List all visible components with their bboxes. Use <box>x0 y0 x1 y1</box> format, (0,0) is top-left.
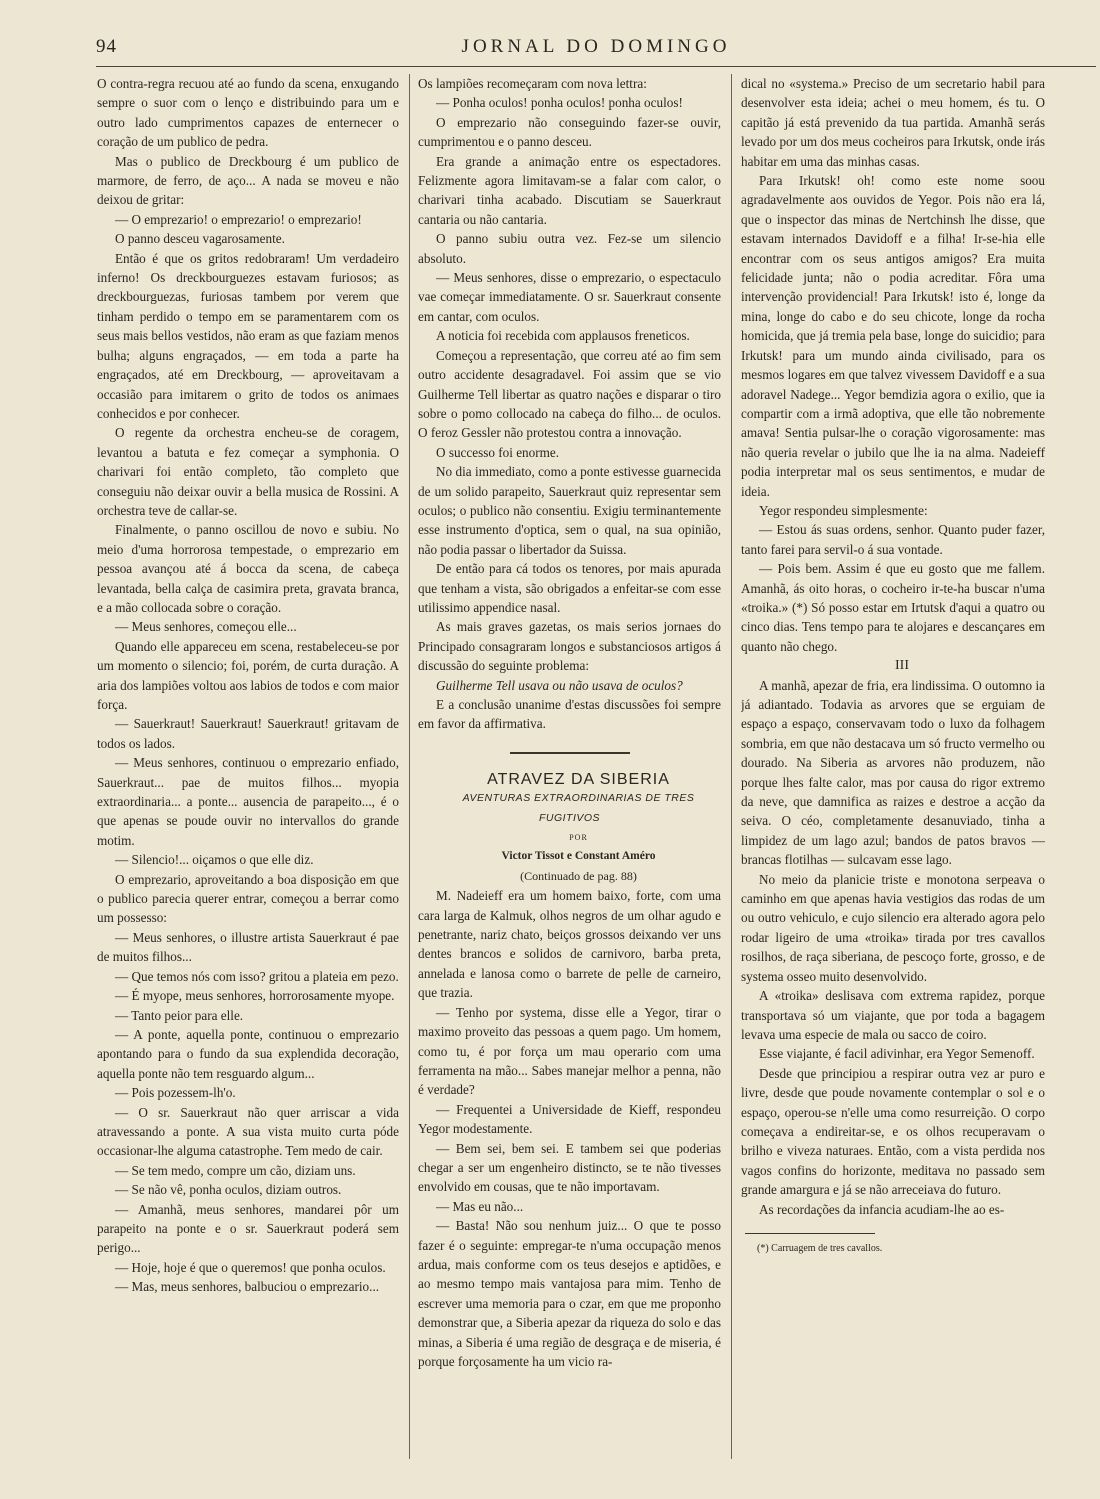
paragraph: M. Nadeieff era um homem baixo, forte, com uma cara larga de Kalmuk, olhos negros de um olhar agudo e penetrante, nariz chato, beiços grossos deixando ver uns dentes brancos e solidos de carnivoro, barba preta, annelada e lanosa como o barrete de pelle de carneiro, que trazia. <box>418 888 721 1001</box>
paragraph: No meio da planicie triste e monotona serpeava o caminho em que apenas havia vestigios das rodas de um ou outro vehiculo, e cujo silencio era alterado agora pelo rodar ligeiro de uma «troika» tirada por tres cavallos rosilhos, de raça siberiana, de pescoço forte, grosso, e de systema osseo muito desenvolvido. <box>741 871 1045 984</box>
paragraph: O emprezario, aproveitando a boa disposição em que o publico parecia querer entrar, começou a berrar como um possesso: <box>97 871 399 926</box>
paragraph: O successo foi enorme. <box>436 444 560 460</box>
paragraph: — Mas eu não... <box>436 1198 524 1214</box>
italic-question: Guilherme Tell usava ou não usava de oculos? <box>436 677 683 693</box>
paragraph: — Pois pozessem-lh'o. <box>115 1085 236 1101</box>
paragraph: Finalmente, o panno oscillou de novo e subiu. No meio d'uma horrorosa tempestade, o emprezario em pessoa avançou até á bocca da scena, de cabeça levantada, bella calça de casimira preta, gravata branca, e a mão collocada sobre o coração. <box>97 522 399 615</box>
footnote-rule <box>745 1233 875 1234</box>
column-divider <box>409 74 410 1459</box>
section-divider <box>510 752 630 754</box>
paragraph: Desde que principiou a respirar outra vez ar puro e livre, desde que poude novamente contemplar o sol e o espaço, operou-se n'elle uma como resurreição. O corpo começava a endireitar-se, e os olhos recuperavam o brilho e viveza naturaes. Então, com a vista perdida nos vagos confins do horizonte, meditava no passado sem grande amargura e já se não arreceiava do futuro. <box>741 1065 1045 1198</box>
paragraph: — Frequentei a Universidade de Kieff, respondeu Yegor modestamente. <box>418 1101 721 1137</box>
paragraph: Era grande a animação entre os espectadores. Felizmente agora limitavam-se a falar com calor, o charivari tinha acabado. Discutiam se Sauerkraut cantaria ou não cantaria. <box>418 153 721 227</box>
paragraph: O regente da orchestra encheu-se de coragem, levantou a batuta e fez começar a symphonia. O charivari foi então completo, tão completo que conseguiu não deixar ouvir a bella musica de Rossini. A orchestra teve de callar-se. <box>97 425 399 518</box>
header-rule <box>96 66 1096 67</box>
paragraph: — Meus senhores, o illustre artista Sauerkraut é pae de muitos filhos... <box>97 929 399 965</box>
paragraph: — Se não vê, ponha oculos, diziam outros. <box>115 1182 342 1198</box>
paragraph: — Mas, meus senhores, balbuciou o emprezario... <box>115 1279 380 1295</box>
paragraph: As recordações da infancia acudiam-lhe ao es- <box>759 1201 1005 1217</box>
chapter-number: III <box>895 658 909 674</box>
paragraph: Os lampiões recomeçaram com nova lettra: <box>418 76 647 91</box>
paragraph: A «troika» deslisava com extrema rapidez, porque transportava só um viajante, que por toda a bagagem levava uma especie de mala ou sacco de coiro. <box>741 988 1045 1042</box>
paragraph: — Meus senhores, disse o emprezario, o espectaculo vae começar immediatamente. O sr. Sauerkraut consente em cantar, com oculos. <box>418 270 721 324</box>
page-number: 94 <box>96 36 117 57</box>
paragraph: Quando elle appareceu em scena, restabeleceu-se por um momento o silencio; foi, porém, de curta duração. A aria dos lampiões voltou aos labios de todos e com maior força. <box>97 638 399 712</box>
paragraph: A manhã, apezar de fria, era lindissima. O outomno ia já adiantado. Todavia as arvores que se erguiam de espaço a espaço, conservavam todo o luxo da folhagem sombria, em que não destacava um só fructo vermelho ou dourado. Na Siberia as arvores não produzem, não porque lhes falte calor, mas por causa do rigor extremo da neve, que damnifica as raizes e destroe a acção da seiva. O céo, completamente desanuviado, tinha a limpidez de um lago azul; bandos de patos bravos — brancas flotilhas — sulcavam esse lago. <box>741 677 1045 868</box>
paragraph: Esse viajante, é facil adivinhar, era Yegor Semenoff. <box>759 1046 1035 1062</box>
article-by: POR <box>569 833 588 843</box>
paragraph: O emprezario não conseguindo fazer-se ouvir, cumprimentou e o panno desceu. <box>418 114 721 150</box>
paragraph: O panno subiu outra vez. Fez-se um silencio absoluto. <box>418 231 721 266</box>
paragraph: No dia immediato, como a ponte estivesse guarnecida de um solido parapeito, Sauerkraut quiz representar sem oculos; o publico não consentiu. Exigiu terminantemente esse instrumento d'optica, sem o qual, na sua opinião, não podia passar o libertador da Suissa. <box>418 464 721 557</box>
paragraph: — Estou ás suas ordens, senhor. Quanto puder fazer, tanto farei para servil-o á sua vontade. <box>741 522 1045 557</box>
paragraph: Começou a representação, que correu até ao fim sem outro accidente desagradavel. Foi assim que se vio Guilherme Tell libertar as quatro nações e disparar o tiro sobre o pomo collocado na cabeça do filho... de oculos. O feroz Gessler não protestou contra a innovação. <box>418 347 721 441</box>
paragraph: E a conclusão unanime d'estas discussões foi sempre em favor da affirmativa. <box>418 697 721 732</box>
paragraph: — Tenho por systema, disse elle a Yegor, tirar o maximo proveito das pessoas a quem pago. Um homem, como tu, é por força um mau operario com uma ferramenta na mão... Sabes manejar melhor a penna, não é verdade? <box>418 1004 721 1098</box>
paragraph: — Meus senhores, continuou o emprezario enfiado, Sauerkraut... pae de muitos filhos... myopia extraordinaria... a ponte... ausencia de parapeito..., é o que apenas se poude ouvir no intervallos do grande motim. <box>97 755 399 848</box>
paragraph: Yegor respondeu simplesmente: <box>759 502 928 518</box>
paragraph: — Hoje, hoje é que o queremos! que ponha oculos. <box>115 1259 386 1275</box>
article-title: ATRAVEZ DA SIBERIA <box>487 770 670 788</box>
article-continued: (Continuado de pag. 88) <box>520 868 637 883</box>
paragraph: De então para cá todos os tenores, por mais apurada que tenham a vista, são obrigados a enfeitar-se com esse utilissimo appendice nasal. <box>418 561 721 615</box>
paragraph: — A ponte, aquella ponte, continuou o emprezario apontando para o fundo da sua explendida decoração, aquella ponte não tem resguardo algum... <box>97 1026 399 1081</box>
paragraph: — Silencio!... oiçamos o que elle diz. <box>115 852 314 868</box>
paragraph: — Ponha oculos! ponha oculos! ponha oculos! <box>436 95 683 111</box>
paragraph: — Meus senhores, começou elle... <box>115 619 297 635</box>
footnote: (*) Carruagem de tres cavallos. <box>757 1242 883 1254</box>
paragraph: — É myope, meus senhores, horrorosamente myope. <box>115 988 395 1004</box>
paragraph: Então é que os gritos redobraram! Um verdadeiro inferno! Os dreckbourguezes estavam furiosos; as dreckbourguezas, furiosas tambem por verem que tinham perdido o tempo em se paramentarem com os seus mais bellos vestidos, não eram as que faziam menos bulha; alguns engraçados, — em toda a parte ha engraçados, até em Dreckbourg, — aproveitavam a occasião para imitarem o grito de todos os animaes conhecidos e por conhecer. <box>97 250 399 421</box>
paragraph: As mais graves gazetas, os mais serios jornaes do Principado consagraram longos e substanciosos artigos á discussão do seguinte problema: <box>418 619 721 674</box>
column-1 <box>97 74 399 1469</box>
article-authors: Victor Tissot e Constant Améro <box>501 850 656 863</box>
paragraph: — Tanto peior para elle. <box>115 1007 244 1023</box>
paragraph: A noticia foi recebida com applausos freneticos. <box>436 328 690 344</box>
paragraph: O panno desceu vagarosamente. <box>115 231 285 247</box>
paragraph <box>418 676 721 695</box>
paragraph: Mas o publico de Dreckbourg é um publico de marmore, de ferro, de aço... A nada se moveu e não deixou de gritar: <box>97 153 399 208</box>
column-3 <box>741 74 1045 1469</box>
paragraph: — Basta! Não sou nenhum juiz... O que te posso fazer é o seguinte: empregar-te n'uma occupação menos ardua, mais conforme com os teus desejos e aptidões, e ao mesmo tempo mais vantajosa para mim. Tenho de escrever uma memoria para o czar, em que me proponho demonstrar que, a Siberia apezar da riqueza do solo e das minas, a Siberia é uma região de desgraça e de miseria, é porque forçosamente ha um vicio ra- <box>418 1218 721 1369</box>
paragraph: — Que temos nós com isso? gritou a plateia em pezo. <box>115 968 399 984</box>
paragraph: dical no «systema.» Preciso de um secretario habil para desenvolver esta ideia; achei o meu homem, és tu. O capitão já está prevenido da tua partida. Amanhã serás levado por um dos meus cocheiros para Irkutsk, onde irás habitar em uma das minhas casas. <box>741 76 1045 169</box>
paragraph: — O emprezario! o emprezario! o emprezario! <box>115 211 362 227</box>
paragraph: O contra-regra recuou até ao fundo da scena, enxugando sempre o suor com o lenço e distribuindo para um e outro lado cumprimentos capazes de enternecer o coração de um publico de pedra. <box>97 76 399 150</box>
paragraph: — Sauerkraut! Sauerkraut! Sauerkraut! gritavam de todos os lados. <box>97 716 399 751</box>
journal-title: JORNAL DO DOMINGO <box>461 36 731 57</box>
column-2 <box>418 74 721 1469</box>
article-subtitle: AVENTURAS EXTRAORDINARIAS DE TRES FUGITIVOS <box>462 792 695 824</box>
page-header <box>96 36 1096 66</box>
paragraph: — Bem sei, bem sei. E tambem sei que poderias chegar a ser um engenheiro distincto, se te não tivesses envolvido em cousas, que te não importavam. <box>418 1140 721 1195</box>
paragraph: — Amanhã, meus senhores, mandarei pôr um parapeito na ponte e o sr. Sauerkraut poderá sem perigo... <box>97 1201 399 1256</box>
paragraph: — O sr. Sauerkraut não quer arriscar a vida atravessando a ponte. A sua vista muito curta póde occasionar-lhe alguma catastrophe. Tem medo de cair. <box>97 1104 399 1159</box>
column-divider <box>731 74 732 1459</box>
paragraph: — Se tem medo, compre um cão, diziam uns. <box>115 1162 356 1178</box>
paragraph: Para Irkutsk! oh! como este nome soou agradavelmente aos ouvidos de Yegor. Pois não era lá, que o inspector das minas de Nertchinsh lhe disse, que estavam internados Davidoff e a filha! Ir-se-hia elle encontrar com os seus antigos amigos? Era muita felicidade junta; não o podia acreditar. Fôra uma intervenção providencial! Para Irkutsk! isto é, longe da mina, longe do cabo e do seu chicote, longe da rocha homicida, que já tremia pela base, longe do suicidio; para Irkutsk! para um mundo ainda civilisado, para os mesmos logares em que talvez vivessem Davidoff e a sua adoravel Nadege... Yegor bemdizia agora o exilio, que ia compartir com a irmã adoptiva, que elle tão nobremente amava! Sentia pulsar-lhe o coração vigorosamente: mas não queria revelar o jubilo que lhe ia na alma. Nadeieff podia interpretar mal os seus sentimentos, e mudar de ideia. <box>741 173 1045 499</box>
paragraph: — Pois bem. Assim é que eu gosto que me fallem. Amanhã, ás oito horas, o cocheiro ir-te-ha buscar n'uma «troika.» (*) Só posso estar em Irtutsk d'aqui a quatro ou cinco dias. Tens tempo para te alojares e descançares em quanto não chego. <box>741 561 1045 654</box>
